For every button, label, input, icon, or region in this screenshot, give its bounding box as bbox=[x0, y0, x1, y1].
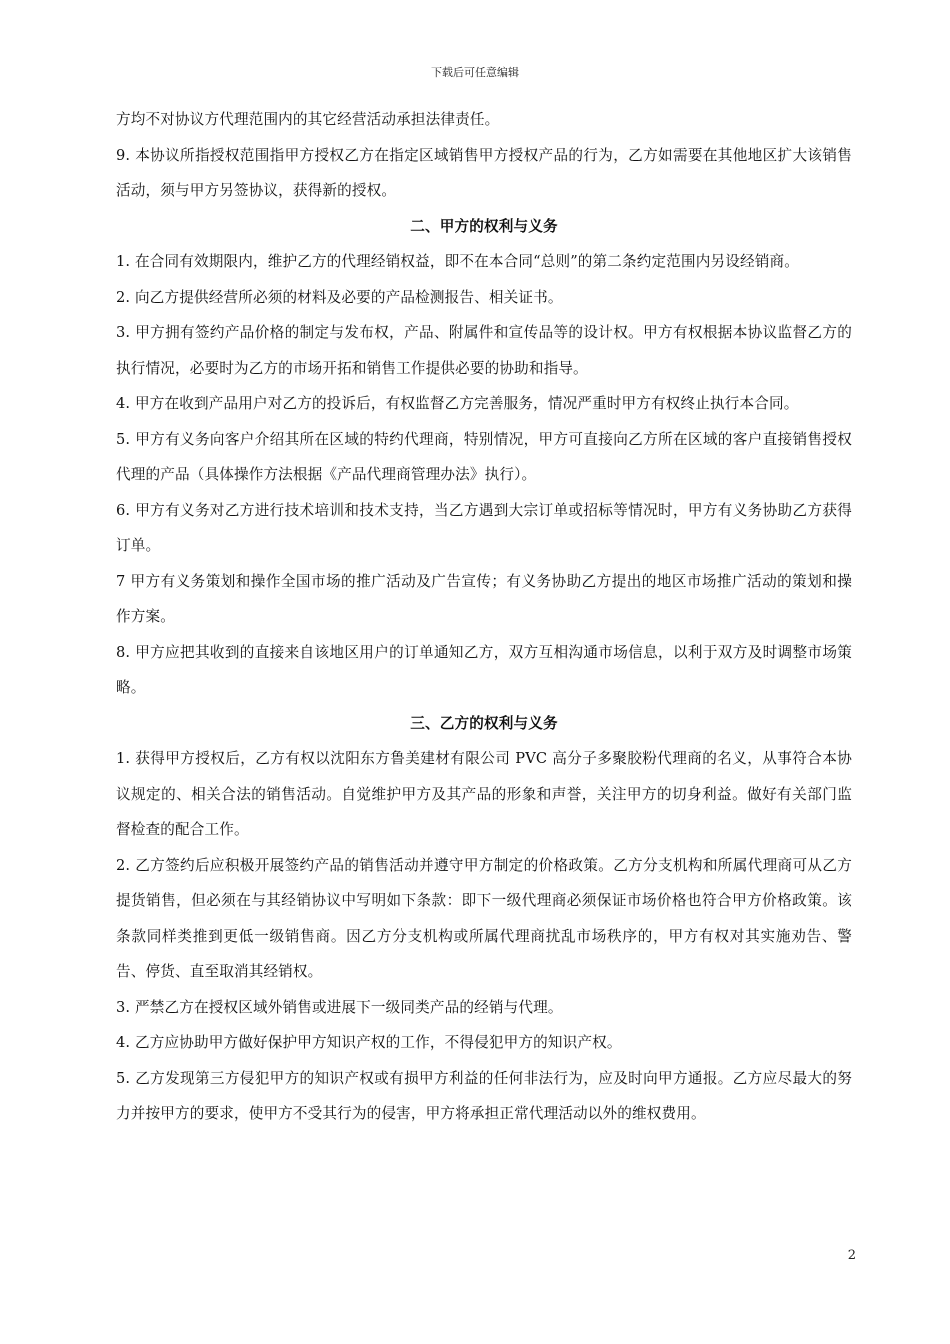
document-body bbox=[116, 102, 852, 1132]
party-a-clause-5: 5. 甲方有义务向客户介绍其所在区域的特约代理商，特别情况，甲方可直接向乙方所在区域的客户直接销售授权代理的产品（具体操作方法根据《产品代理商管理办法》执行）。 bbox=[116, 430, 852, 483]
party-a-clause-3: 3. 甲方拥有签约产品价格的制定与发布权，产品、附属件和宣传品等的设计权。甲方有权根据本协议监督乙方的执行情况，必要时为乙方的市场开拓和销售工作提供必要的协助和指导。 bbox=[116, 324, 852, 377]
clause-9: 9. 本协议所指授权范围指甲方授权乙方在指定区域销售甲方授权产品的行为，乙方如需要在其他地区扩大该销售活动，须与甲方另签协议，获得新的授权。 bbox=[116, 146, 852, 199]
party-b-clause-2: 2. 乙方签约后应积极开展签约产品的销售活动并遵守甲方制定的价格政策。乙方分支机构和所属代理商可从乙方提货销售，但必须在与其经销协议中写明如下条款：即下一级代理商必须保证市场价格也符合甲方价格政策。该条款同样类推到更低一级销售商。因乙方分支机构或所属代理商扰乱市场秩序的，甲方有权对其实施劝告、警告、停货、直至取消其经销权。 bbox=[116, 856, 852, 980]
party-b-clause-5: 5. 乙方发现第三方侵犯甲方的知识产权或有损甲方利益的任何非法行为，应及时向甲方通报。乙方应尽最大的努力并按甲方的要求，使甲方不受其行为的侵害，甲方将承担正常代理活动以外的维权费用。 bbox=[116, 1069, 852, 1122]
party-b-clause-3: 3. 严禁乙方在授权区域外销售或进展下一级同类产品的经销与代理。 bbox=[116, 998, 563, 1016]
party-b-clause-1: 1. 获得甲方授权后，乙方有权以沈阳东方鲁美建材有限公司 PVC 高分子多聚胶粉代理商的名义，从事符合本协议规定的、相关合法的销售活动。自觉维护甲方及其产品的形象和声誉，关注甲方的切身利益。做好有关部门监督检查的配合工作。 bbox=[116, 750, 852, 838]
paragraph-continuation: 方均不对协议方代理范围内的其它经营活动承担法律责任。 bbox=[116, 111, 500, 128]
party-a-clause-7: 7 甲方有义务策划和操作全国市场的推广活动及广告宣传；有义务协助乙方提出的地区市场推广活动的策划和操作方案。 bbox=[116, 572, 852, 625]
party-a-clause-4: 4. 甲方在收到产品用户对乙方的投诉后，有权监督乙方完善服务，情况严重时甲方有权终止执行本合同。 bbox=[116, 395, 799, 412]
party-a-clause-8: 8. 甲方应把其收到的直接来自该地区用户的订单通知乙方，双方互相沟通市场信息，以利于双方及时调整市场策略。 bbox=[116, 643, 852, 696]
section-title-party-b: 三、乙方的权利与义务 bbox=[410, 714, 558, 732]
section-title-party-a: 二、甲方的权利与义务 bbox=[410, 217, 558, 235]
party-a-clause-1: 1. 在合同有效期限内，维护乙方的代理经销权益，即不在本合同“总则”的第二条约定范围内另设经销商。 bbox=[116, 253, 799, 270]
party-a-clause-2: 2. 向乙方提供经营所必须的材料及必要的产品检测报告、相关证书。 bbox=[116, 288, 563, 306]
page-number: 2 bbox=[847, 1248, 856, 1263]
party-b-clause-4: 4. 乙方应协助甲方做好保护甲方知识产权的工作，不得侵犯甲方的知识产权。 bbox=[116, 1034, 622, 1051]
party-a-clause-6: 6. 甲方有义务对乙方进行技术培训和技术支持，当乙方遇到大宗订单或招标等情况时，甲方有义务协助乙方获得订单。 bbox=[116, 501, 852, 554]
page-header-note: 下载后可任意编辑 bbox=[431, 66, 519, 79]
